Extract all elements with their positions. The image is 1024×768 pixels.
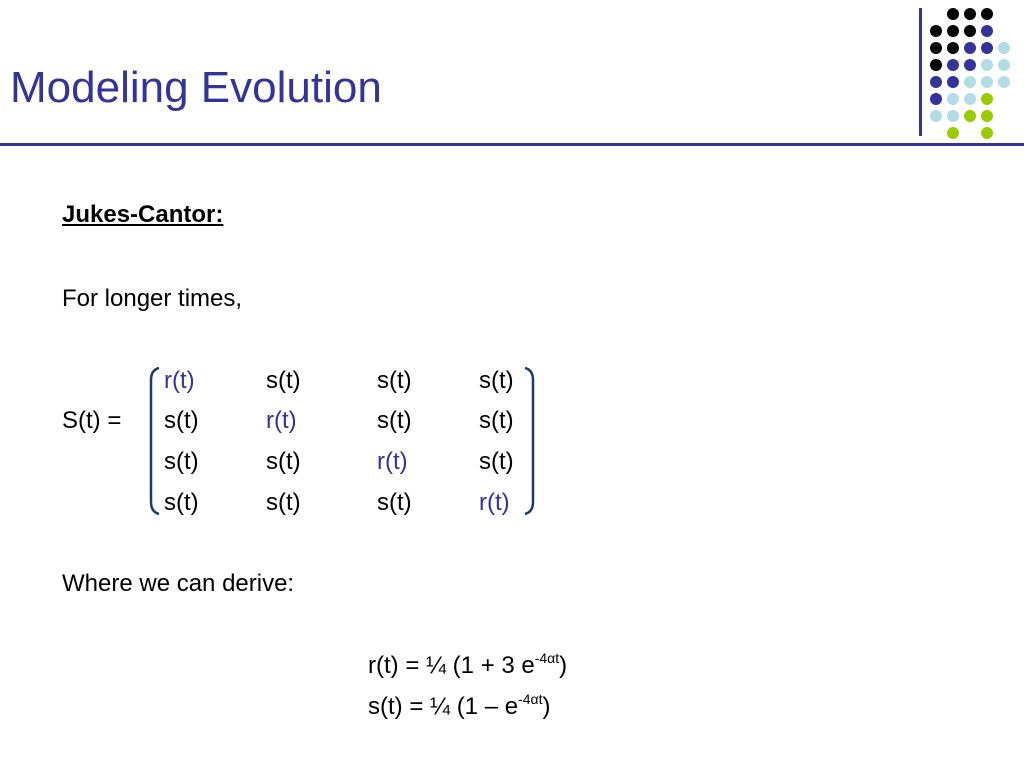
matrix-cell-r1-c3: s(t) — [377, 367, 412, 394]
matrix-cell-r1-c1: r(t) — [164, 367, 195, 394]
matrix-label: S(t) = — [62, 407, 122, 434]
matrix-cell-r2-c3: s(t) — [377, 407, 412, 434]
decor-dot — [964, 110, 976, 122]
matrix-cell-r1-c4: s(t) — [479, 367, 514, 394]
decor-dot — [964, 59, 976, 71]
matrix-cell-r4-c3: s(t) — [377, 489, 412, 516]
decor-dot — [947, 59, 959, 71]
matrix-cell-r2-c4: s(t) — [479, 407, 514, 434]
matrix-cell-r4-c4: r(t) — [479, 489, 510, 516]
decor-dot — [981, 42, 993, 54]
matrix-cell-r4-c2: s(t) — [266, 489, 301, 516]
decor-dot — [930, 110, 942, 122]
section-heading: Jukes-Cantor: — [62, 201, 224, 228]
decor-dot — [964, 93, 976, 105]
decor-dot — [998, 76, 1010, 88]
decor-dot — [930, 93, 942, 105]
s-formula-close: ) — [542, 693, 551, 720]
decor-dot — [930, 42, 942, 54]
r-formula — [368, 651, 567, 681]
intro-text: For longer times, — [62, 285, 243, 312]
derive-text: Where we can derive: — [62, 570, 295, 597]
decor-dot — [981, 59, 993, 71]
decor-dot — [947, 93, 959, 105]
decor-dot — [930, 76, 942, 88]
decor-dot — [964, 25, 976, 37]
r-formula-main: r(t) = ¼ (1 + 3 e — [368, 652, 535, 679]
decor-dot — [947, 127, 959, 139]
corner-vertical-rule — [919, 8, 922, 136]
matrix-cell-r3-c4: s(t) — [479, 448, 514, 475]
matrix-cell-r4-c1: s(t) — [164, 489, 199, 516]
title-underline-rule — [0, 143, 1024, 146]
decor-dot — [981, 127, 993, 139]
slide-title: Modeling Evolution — [10, 63, 382, 112]
matrix-cell-r2-c2: r(t) — [266, 407, 297, 434]
decor-dot — [964, 76, 976, 88]
decor-dot — [981, 25, 993, 37]
decor-dot — [998, 42, 1010, 54]
r-formula-close: ) — [559, 652, 568, 679]
s-formula-main: s(t) = ¼ (1 – e — [368, 693, 519, 720]
decor-dot — [964, 8, 976, 20]
decor-dot — [947, 42, 959, 54]
decor-dot — [981, 110, 993, 122]
s-formula-exponent: -4αt — [518, 691, 543, 707]
matrix-cell-r3-c3: r(t) — [377, 448, 408, 475]
decor-dot — [947, 110, 959, 122]
matrix-cell-r2-c1: s(t) — [164, 407, 199, 434]
matrix-cell-r1-c2: s(t) — [266, 367, 301, 394]
decor-dot — [964, 42, 976, 54]
matrix-cell-r3-c2: s(t) — [266, 448, 301, 475]
decor-dot — [981, 93, 993, 105]
matrix-left-bracket — [148, 366, 160, 516]
s-formula — [368, 692, 551, 722]
decor-dot — [981, 8, 993, 20]
decor-dot — [930, 59, 942, 71]
matrix-right-bracket — [524, 366, 536, 516]
r-formula-exponent: -4αt — [534, 650, 560, 666]
decor-dot — [981, 76, 993, 88]
decor-dot — [930, 25, 942, 37]
matrix-cell-r3-c1: s(t) — [164, 448, 199, 475]
decor-dot — [947, 8, 959, 20]
decor-dot — [998, 59, 1010, 71]
decor-dot — [947, 76, 959, 88]
decor-dot — [947, 25, 959, 37]
